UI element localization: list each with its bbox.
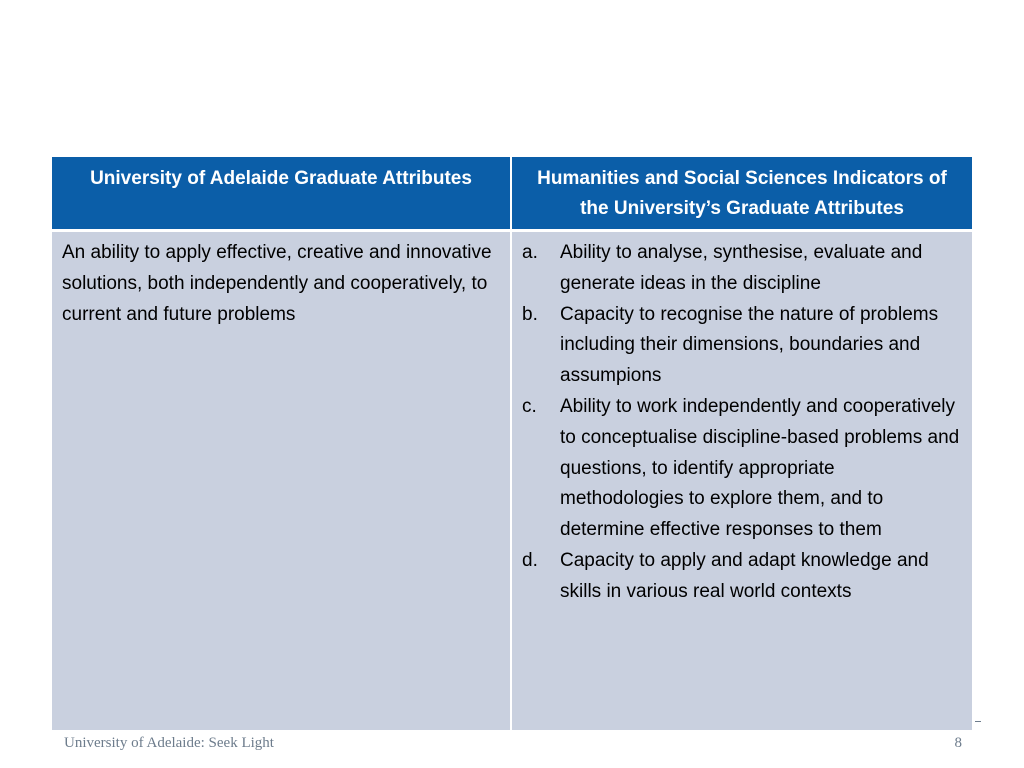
- divider: [975, 721, 981, 722]
- indicator-list: [522, 238, 962, 608]
- indicator-text: Capacity to recognise the nature of problems including their dimensions, boundaries and assumpions: [560, 303, 939, 387]
- list-item: [522, 300, 962, 392]
- header-hss-indicators: Humanities and Social Sciences Indicators of the University’s Graduate Attributes: [511, 157, 972, 231]
- list-item: [522, 238, 962, 300]
- list-marker: a.: [522, 242, 538, 263]
- list-marker: c.: [522, 395, 537, 417]
- indicator-text: Ability to analyse, synthesise, evaluate and generate ideas in the discipline: [560, 242, 923, 294]
- list-marker: d.: [522, 549, 538, 571]
- list-item: [522, 546, 962, 608]
- indicators-cell: [511, 231, 972, 731]
- graduate-attributes-table: [52, 157, 972, 730]
- footer-text: University of Adelaide: Seek Light: [64, 735, 274, 751]
- page-number: 8: [954, 735, 962, 751]
- indicator-text: Ability to work independently and cooperatively to conceptualise discipline-based problems and questions, to identify appropriate methodologies to explore them, and to determine effective responses to them: [560, 395, 960, 541]
- list-item: [522, 392, 962, 546]
- table-header-row: [52, 157, 972, 231]
- attribute-cell: An ability to apply effective, creative and innovative solutions, both independently and cooperatively, to current and future problems: [52, 231, 511, 731]
- header-graduate-attributes: University of Adelaide Graduate Attributes: [52, 157, 511, 231]
- indicator-text: Capacity to apply and adapt knowledge and skills in various real world contexts: [560, 549, 929, 602]
- list-marker: b.: [522, 303, 538, 325]
- table-row: [52, 231, 972, 731]
